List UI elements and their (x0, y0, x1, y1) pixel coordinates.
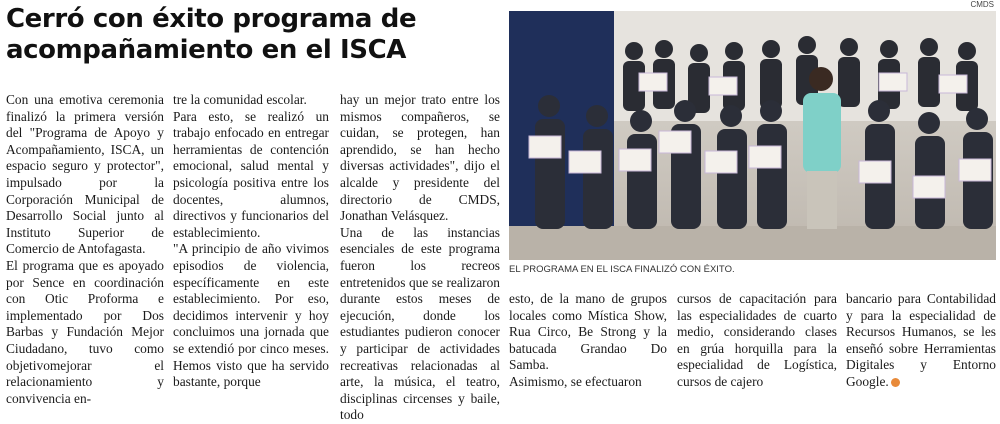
paragraph: Asimismo, se efectuaron (509, 373, 642, 389)
paragraph: hay un mejor trato entre los mismos compañeros, se cuidan, se protegen, han aprendido, se han hecho diversas actividades", dijo el alcalde y presidente del directorio de CMDS, Jonathan Velásquez. (340, 92, 500, 224)
article-column-1 (6, 92, 164, 407)
photo-credit: CMDS (970, 0, 994, 9)
article-column-3 (340, 92, 500, 424)
paragraph: El programa que es apoyado por Sence en coordinación con Otic Proforma e implementado por Dos Barbas y Fundación Mejor Ciudadano, tuvo como objetivomejorar el relacionamiento y convivencia en- (6, 257, 164, 406)
article-column-4 (509, 291, 667, 391)
group-photo (509, 11, 996, 260)
paragraph: "A principio de año vivimos episodios de violencia, específicamente en este establecimiento. Por eso, decidimos intervenir y hoy concluimos una jornada que se extendió por cinco meses. Hemos visto que ha servido bastante, porque (173, 241, 329, 390)
paragraph: tre la comunidad escolar. (173, 92, 307, 107)
students-group-illustration (509, 11, 996, 260)
headline: Cerró con éxito programa de acompañamiento en el ISCA (6, 4, 417, 65)
paragraph: esto, de la mano de grupos locales como Mística Show, Rua Circo, Be Strong y la batucada Grandao Do Samba. (509, 291, 667, 373)
article-column-5 (677, 291, 837, 391)
paragraph: cursos de capacitación para las especialidades de cuarto medio, considerando clases en grúa horquilla para la especialidad de Logística, cursos de cajero (677, 291, 837, 389)
end-of-article-icon (891, 378, 900, 387)
paragraph (846, 291, 996, 391)
article-column-2 (173, 92, 329, 391)
paragraph-text: bancario para Contabilidad y para la especialidad de Recursos Humanos, se les enseñó sobre Herramientas Digitales y Entorno Google. (846, 291, 996, 389)
paragraph: Para esto, se realizó un trabajo enfocado en entregar herramientas de contención emocional, salud mental y psicología positiva entre los docentes, alumnos, directivos y funcionarios del establecimiento. (173, 108, 329, 240)
paragraph: Con una emotiva ceremonia finalizó la primera versión del "Programa de Apoyo y Acompañamiento, ISCA, un espacio seguro y protector", impulsado por la Corporación Municipal de Desarrollo Social junto al Instituto Superior de Comercio de Antofagasta. (6, 92, 164, 257)
paragraph: Una de las instancias esenciales de este programa fueron los recreos entretenidos que se realizaron durante estos meses de ejecución, donde los estudiantes pudieron conocer y participar de actividades recreativas relacionadas al arte, la música, el teatro, disciplinas circenses y baile, todo (340, 224, 500, 423)
photo-caption: EL PROGRAMA EN EL ISCA FINALIZÓ CON ÉXITO. (509, 264, 735, 275)
article-column-6 (846, 291, 996, 391)
